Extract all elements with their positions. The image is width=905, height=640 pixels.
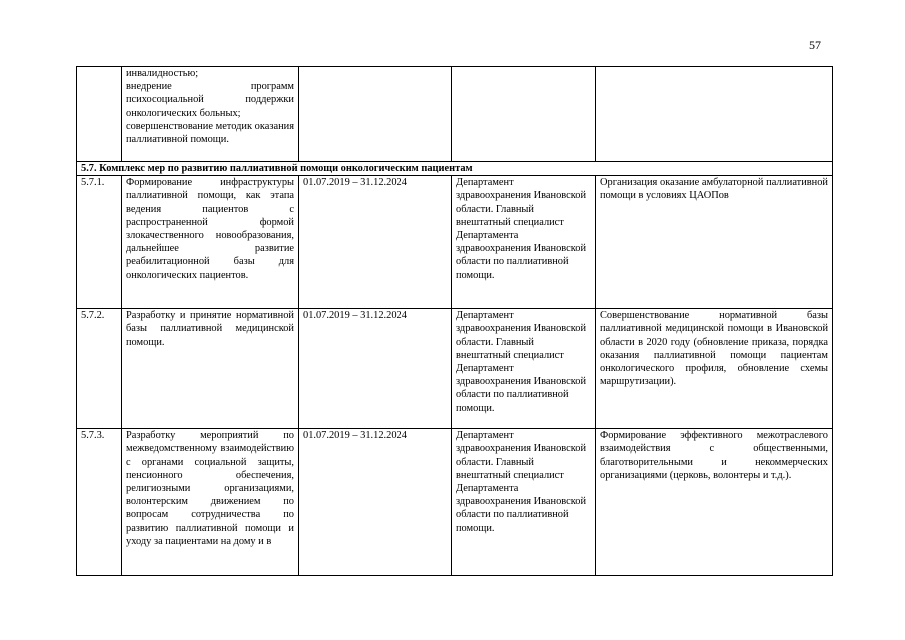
table-row: [77, 429, 833, 576]
measure-cell: [122, 429, 299, 576]
row-number-cell: 5.7.3.: [77, 429, 122, 576]
measure-cell: Разработку и принятие нормативной базы паллиативной медицинской помощи.: [122, 309, 299, 429]
period-cell: [299, 67, 452, 162]
table-row: [77, 176, 833, 309]
table-row: [77, 309, 833, 429]
measure-cell: инвалидностью; внедрение программ психосоциальной поддержки онкологических больных; совершенствование методик оказания паллиативной помощи.: [122, 67, 299, 162]
responsible-cell: Департамент здравоохранения Ивановской области. Главный внештатный специалист Департамента здравоохранения Ивановской области по паллиативной помощи.: [452, 429, 596, 576]
row-number-cell: 5.7.1.: [77, 176, 122, 309]
section-header-row: [77, 162, 833, 176]
measures-table: [76, 66, 833, 576]
result-cell: Формирование эффективного межотраслевого взаимодействия с общественными, благотворительными и некоммерческих организациями (церковь, волонтеры и т.д.).: [596, 429, 833, 576]
result-cell: Совершенствование нормативной базы паллиативной медицинской помощи в Ивановской области в 2020 году (обновление приказа, порядка оказания паллиативной помощи пациентам онкологического профиля, обновление схемы маршрутизации).: [596, 309, 833, 429]
row-number-cell: 5.7.2.: [77, 309, 122, 429]
measure-text: Разработку мероприятий по межведомственному взаимодействию с органами социальной защиты, пенсионного обеспечения, религиозными организациями, волонтерским движением по вопросам сотрудничества по развитию паллиативной помощи и уходу за пациентами на дому и в: [126, 430, 294, 547]
table-row: [77, 67, 833, 162]
section-header: 5.7. Комплекс мер по развитию паллиативной помощи онкологическим пациентам: [77, 162, 833, 176]
period-cell: 01.07.2019 – 31.12.2024: [299, 429, 452, 576]
result-cell: [596, 67, 833, 162]
row-number-cell: [77, 67, 122, 162]
result-cell: Организация оказание амбулаторной паллиативной помощи в условиях ЦАОПов: [596, 176, 833, 309]
page-number: 57: [809, 38, 821, 52]
responsible-cell: [452, 67, 596, 162]
responsible-cell: Департамент здравоохранения Ивановской области. Главный внештатный специалист Департамент здравоохранения Ивановской области по паллиативной помощи.: [452, 309, 596, 429]
measure-cell: Формирование инфраструктуры паллиативной помощи, как этапа ведения пациентов с распространенной формой злокачественного новообразования, дальнейшее развитие реабилитационной базы для онкологических пациентов.: [122, 176, 299, 309]
period-cell: 01.07.2019 – 31.12.2024: [299, 309, 452, 429]
period-cell: 01.07.2019 – 31.12.2024: [299, 176, 452, 309]
responsible-cell: Департамент здравоохранения Ивановской области. Главный внештатный специалист Департамента здравоохранения Ивановской области по паллиативной помощи.: [452, 176, 596, 309]
